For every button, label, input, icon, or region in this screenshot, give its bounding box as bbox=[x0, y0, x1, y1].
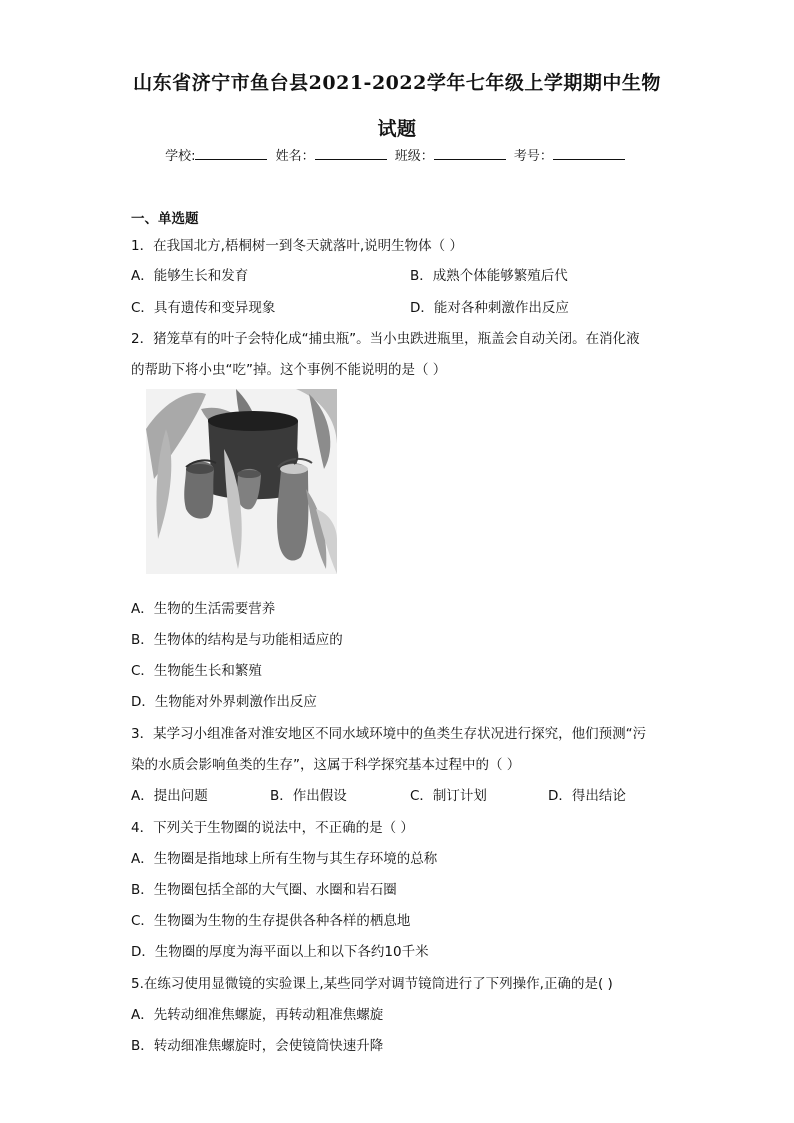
pitcher-plant-image bbox=[146, 389, 337, 574]
question-3-option-c: C．制订计划 bbox=[410, 788, 487, 804]
question-5-stem: 5.在练习使用显微镜的实验课上,某些同学对调节镜筒进行了下列操作,正确的是( ) bbox=[131, 976, 613, 992]
school-blank bbox=[195, 147, 267, 160]
question-2-option-c: C．生物能生长和繁殖 bbox=[131, 663, 262, 679]
name-blank bbox=[315, 147, 387, 160]
question-2-stem-line1: 2．猪笼草有的叶子会特化成“捕虫瓶”。当小虫跌进瓶里，瓶盖会自动关闭。在消化液 bbox=[131, 331, 640, 347]
question-4-option-a: A．生物圈是指地球上所有生物与其生存环境的总称 bbox=[131, 851, 438, 867]
question-4-option-b: B．生物圈包括全部的大气圈、水圈和岩石圈 bbox=[131, 882, 397, 898]
exam-number-blank bbox=[553, 147, 625, 160]
class-label: 班级： bbox=[394, 149, 434, 164]
question-1-option-a: A．能够生长和发育 bbox=[131, 268, 249, 284]
question-2-option-d: D．生物能对外界刺激作出反应 bbox=[131, 694, 317, 710]
question-4-option-d: D．生物圈的厚度为海平面以上和以下各约10千米 bbox=[131, 944, 429, 960]
exam-title-line1: 山东省济宁市鱼台县2021-2022学年七年级上学期期中生物 bbox=[133, 72, 661, 94]
question-1-option-c: C．具有遗传和变异现象 bbox=[131, 300, 276, 316]
question-2-option-b: B．生物体的结构是与功能相适应的 bbox=[131, 632, 343, 648]
question-1-stem: 1．在我国北方,梧桐树一到冬天就落叶,说明生物体（ ） bbox=[131, 238, 463, 254]
question-3-stem-line2: 染的水质会影响鱼类的生存”，这属于科学探究基本过程中的（ ） bbox=[131, 757, 521, 773]
question-3-option-b: B．作出假设 bbox=[270, 788, 347, 804]
exam-title-line2: 试题 bbox=[377, 118, 417, 140]
school-label: 学校: bbox=[165, 149, 196, 164]
question-3-stem-line1: 3．某学习小组准备对淮安地区不同水域环境中的鱼类生存状况进行探究，他们预测“污 bbox=[131, 726, 647, 742]
name-label: 姓名： bbox=[275, 149, 315, 164]
student-info-row bbox=[0, 145, 794, 164]
question-4-option-c: C．生物圈为生物的生存提供各种各样的栖息地 bbox=[131, 913, 411, 929]
class-blank bbox=[434, 147, 506, 160]
question-2-option-a: A．生物的生活需要营养 bbox=[131, 601, 276, 617]
question-2-stem-line2: 的帮助下将小虫“吃”掉。这个事例不能说明的是（ ） bbox=[131, 362, 447, 378]
question-1-option-d: D．能对各种刺激作出反应 bbox=[410, 300, 569, 316]
question-5-option-b: B．转动细准焦螺旋时，会使镜筒快速升降 bbox=[131, 1038, 384, 1054]
section-title: 一、单选题 bbox=[131, 211, 199, 227]
question-1-option-b: B．成熟个体能够繁殖后代 bbox=[410, 268, 568, 284]
question-5-option-a: A．先转动细准焦螺旋，再转动粗准焦螺旋 bbox=[131, 1007, 384, 1023]
exam-number-label: 考号： bbox=[513, 149, 553, 164]
question-4-stem: 4．下列关于生物圈的说法中，不正确的是（ ） bbox=[131, 820, 414, 836]
question-3-option-a: A．提出问题 bbox=[131, 788, 208, 804]
question-3-option-d: D．得出结论 bbox=[548, 788, 626, 804]
